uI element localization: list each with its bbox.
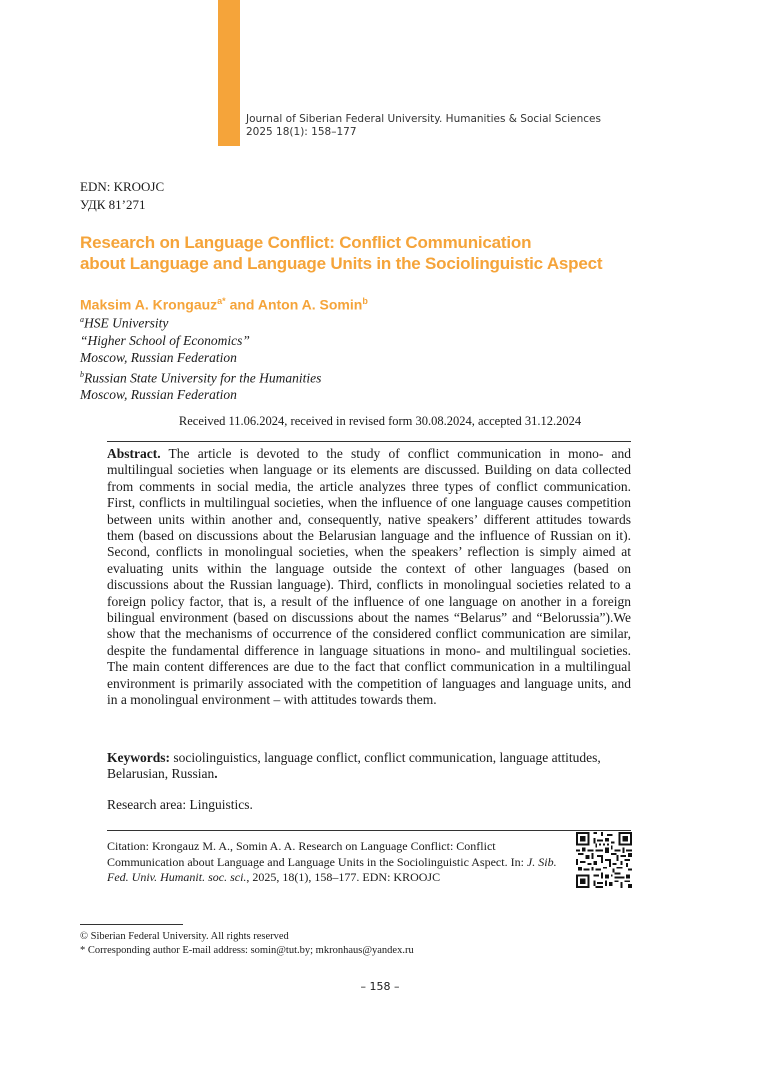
- copyright-note: © Siberian Federal University. All rights reserved: [80, 931, 289, 942]
- journal-header: [246, 113, 601, 139]
- affiliation-b-mark: b: [80, 369, 84, 379]
- journal-issue: 2025 18(1): 158–177: [246, 126, 357, 138]
- citation-part-2: , 2025, 18(1), 158–177. EDN: KROOJC: [246, 870, 441, 884]
- keywords: [107, 750, 631, 783]
- article-identifiers: [80, 178, 164, 214]
- affiliation-b-line-1: Russian State University for the Humanities: [84, 370, 322, 385]
- affiliation-a-mark: a: [80, 315, 84, 324]
- article-title: [80, 232, 700, 274]
- affiliation-b-line-2: Moscow, Russian Federation: [80, 387, 237, 402]
- received-dates: Received 11.06.2024, received in revised form 30.08.2024, accepted 31.12.2024: [178, 414, 582, 428]
- footnote-rule: [80, 924, 183, 925]
- citation-part-1: Citation: Krongauz M. A., Somin A. A. Research on Language Conflict: Conflict Communication about Language and Language Units in the Sociolinguistic Aspect. In:: [107, 839, 527, 869]
- abstract-text: The article is devoted to the study of conflict communication in mono- and multilingual societies when language or its elements are discussed. Building on data collected from comments in social media, the article analyzes three types of conflict communication. First, conflicts in multilingual societies, when the influence of one language causes competition between units within another and, consequently, native speakers’ different attitudes towards them (based on discussions about the Belarusian language and the influence of Russian on it). Second, conflicts in monolingual societies, when the speakers’ reflection is simply aimed at evaluating units within the language outside the context of other languages (based on discussions about the Russian language). Third, conflicts in monolingual societies related to a foreign policy factor, that is, a result of the influence of one language on another in a foreign bilingual environment (based on discussions about the names “Belarus” and “Belorussia”).We show that the mechanisms of occurrence of the considered conflict communication are similar, despite the fundamental difference in language situations in mono- and multilingual societies. The main content differences are due to the fact that conflict communication in a multilingual environment is primarily associated with the competition of languages and language units, and in a monolingual environment – with attitudes towards them.: [107, 446, 631, 708]
- affiliations: [80, 311, 321, 403]
- affiliation-a: [80, 311, 321, 332]
- page-number: – 158 –: [360, 980, 400, 993]
- qr-code-icon[interactable]: [576, 832, 632, 888]
- affiliation-a-line-3: Moscow, Russian Federation: [80, 349, 237, 365]
- keywords-text: sociolinguistics, language conflict, conflict communication, language attitudes, Belarusian, Russian: [107, 750, 601, 782]
- journal-name: Journal of Siberian Federal University. Humanities & Social Sciences: [246, 113, 601, 125]
- keywords-label: Keywords:: [107, 750, 170, 765]
- udk-code: УДК 81’271: [80, 197, 146, 212]
- author-somin: Anton A. Somin: [257, 296, 363, 313]
- affiliation-b: [80, 366, 321, 387]
- keywords-end: .: [214, 766, 218, 782]
- title-line-2: about Language and Language Units in the Sociolinguistic Aspect: [80, 254, 603, 273]
- footnotes: [80, 930, 414, 958]
- author-joiner: and: [225, 296, 258, 313]
- abstract: [107, 446, 631, 709]
- affiliation-a-line-2: “Higher School of Economics”: [80, 332, 250, 348]
- abstract-top-rule: [107, 441, 631, 442]
- corresponding-author-note: * Corresponding author E-mail address: somin@tut.by; mkronhaus@yandex.ru: [80, 945, 414, 956]
- affiliation-a-line-1: HSE University: [84, 315, 169, 331]
- edn-code: EDN: KROOJC: [80, 179, 165, 194]
- research-area: Research area: Linguistics.: [107, 797, 253, 812]
- citation-journal: J. Sib. Fed. Univ. Humanit. soc. sci.: [107, 854, 557, 884]
- author-krongauz-marks: a*: [217, 296, 226, 306]
- author-somin-marks: b: [362, 296, 368, 306]
- citation: [107, 839, 562, 886]
- author-krongauz: Maksim A. Krongauz: [80, 296, 218, 313]
- citation-top-rule: [107, 830, 631, 831]
- title-line-1: Research on Language Conflict: Conflict Communication: [80, 233, 532, 252]
- journal-accent-bar: [218, 0, 240, 146]
- abstract-label: Abstract.: [107, 446, 161, 461]
